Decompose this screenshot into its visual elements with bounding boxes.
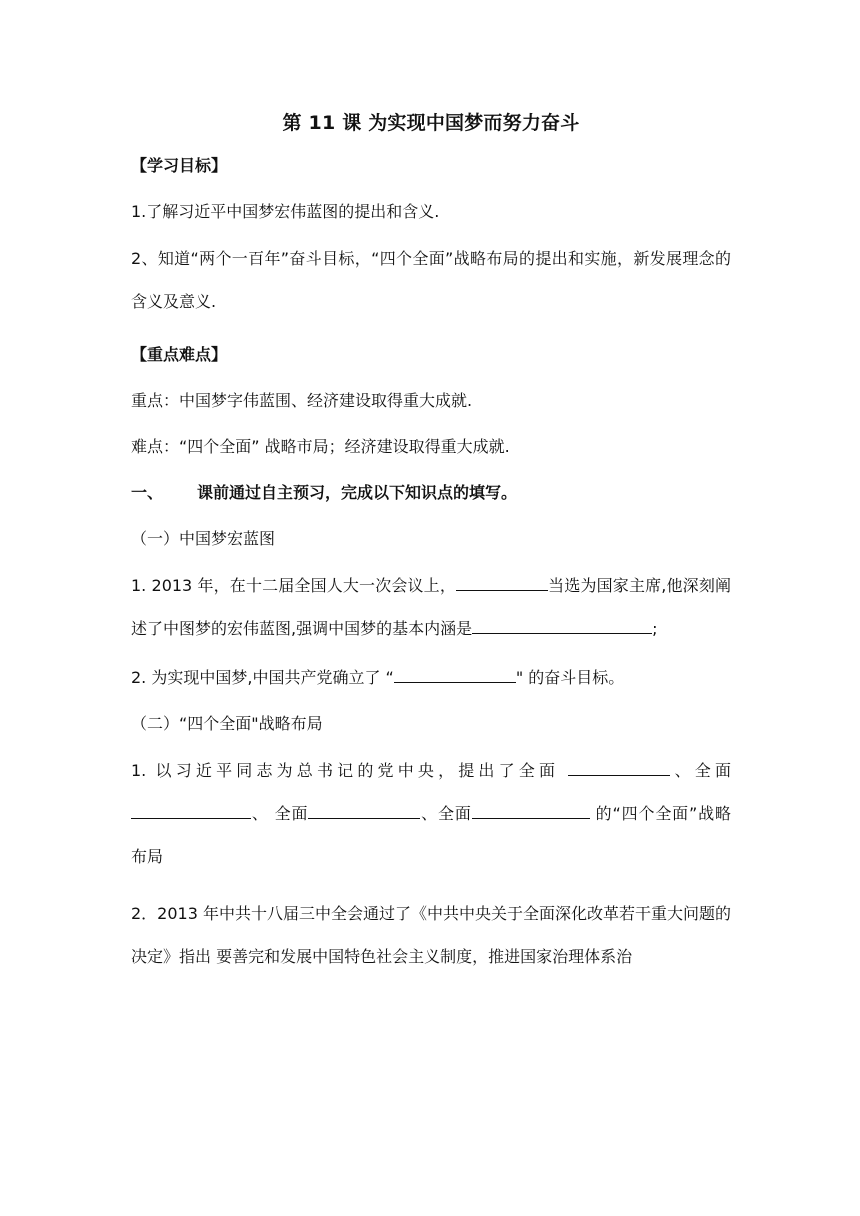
goal-1: 1.了解习近平中国梦宏伟蓝图的提出和含义.	[131, 202, 440, 221]
question-4: 2．2013 年中共十八届三中全会通过了《中共中央关于全面深化改革若干重大问题的决定》指出 要善完和发展中国特色社会主义制度，推进国家治理体系治	[131, 904, 731, 966]
answer-blank-2[interactable]	[472, 615, 652, 634]
answer-blank-5[interactable]	[131, 800, 251, 819]
key-heading: 【重点难点】	[131, 345, 228, 364]
subsection-1: （一）中国梦宏蓝图	[131, 529, 276, 548]
question-2-part-1: 2. 为实现中国梦,中国共产党确立了 “	[131, 668, 394, 687]
answer-blank-1[interactable]	[456, 572, 548, 591]
answer-blank-4[interactable]	[568, 757, 670, 776]
answer-blank-3[interactable]	[394, 664, 516, 683]
page-title: 第 11 课 为实现中国梦而努力奋斗	[282, 112, 580, 134]
answer-blank-6[interactable]	[308, 800, 420, 819]
question-3-part-3: 、 全面	[251, 804, 309, 823]
subsection-2: （二）“四个全面"战略布局	[131, 714, 323, 733]
question-1-part-1: 1. 2013 年，在十二届全国人大一次会议上，	[131, 576, 456, 595]
key-point: 重点：中国梦字伟蓝围、经济建设取得重大成就.	[131, 391, 473, 410]
question-3-part-4: 、全面	[420, 804, 472, 823]
goal-2: 2、知道“两个一百年”奋斗目标，“四个全面”战略布局的提出和实施，新发展理念的含义及意义.	[131, 249, 731, 311]
question-2-part-2: " 的奋斗目标。	[515, 668, 625, 687]
answer-blank-7[interactable]	[472, 800, 590, 819]
question-3	[131, 749, 731, 878]
section-1-number: 一、	[131, 483, 164, 502]
question-3-part-2: 、全面	[670, 761, 731, 780]
difficult-point: 难点：“四个全面” 战略市局；经济建设取得重大成就.	[131, 437, 510, 456]
goals-heading: 【学习目标】	[131, 156, 228, 175]
document-content	[131, 108, 731, 996]
question-3-part-5: 的“四个全面”战略布局	[131, 804, 731, 866]
question-1-part-2: 当选为国家主席,他深刻阐述了中图梦的宏伟蓝图,强调中国梦的基本内涵是	[131, 576, 731, 638]
section-1-text: 课前通过自主预习，完成以下知识点的填写。	[197, 483, 518, 502]
question-3-part-1: 1. 以习近平同志为总书记的党中央，提出了全面	[131, 761, 569, 780]
question-1-part-3: ;	[652, 619, 658, 638]
question-2	[131, 664, 731, 692]
section-1-heading	[131, 479, 731, 507]
question-1	[131, 564, 731, 650]
